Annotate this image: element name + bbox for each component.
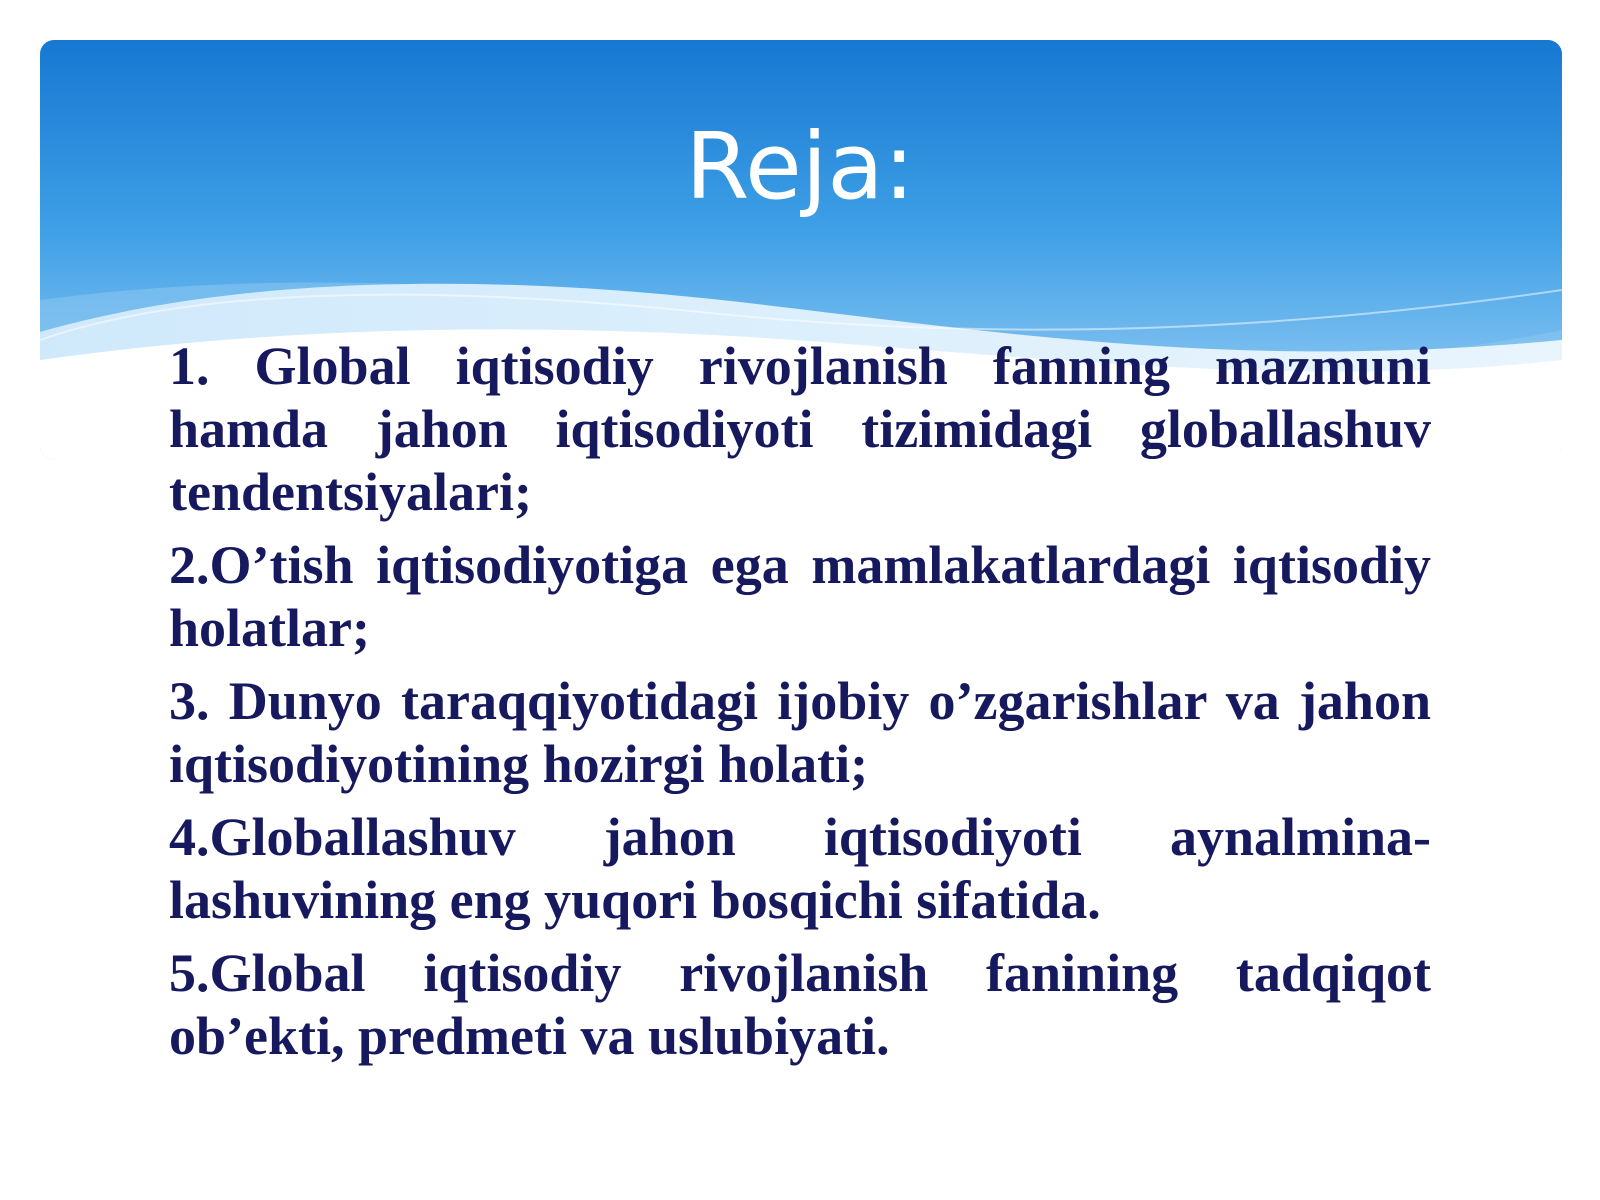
plan-item-3: 3. Dunyo taraqqiyotidagi ijobiy o’zgarishlar va jahon iqtisodiyotining hozirgi holati; <box>169 671 1431 794</box>
plan-list <box>169 335 1431 1078</box>
plan-item-4: 4.Globallashuv jahon iqtisodiyoti aynalmina-lashuvining eng yuqori bosqichi sifatida. <box>169 807 1431 930</box>
plan-item-1: 1. Global iqtisodiy rivojlanish fanning mazmuni hamda jahon iqtisodiyoti tizimidagi globallashuv tendentsiyalari; <box>169 336 1431 522</box>
plan-item-2: 2.O’tish iqtisodiyotiga ega mamlakatlardagi iqtisodiy holatlar; <box>169 535 1431 658</box>
slide-title: Reja: <box>685 113 915 220</box>
plan-item-5: 5.Global iqtisodiy rivojlanish fanining tadqiqot ob’ekti, predmeti va uslubiyati. <box>169 943 1431 1066</box>
